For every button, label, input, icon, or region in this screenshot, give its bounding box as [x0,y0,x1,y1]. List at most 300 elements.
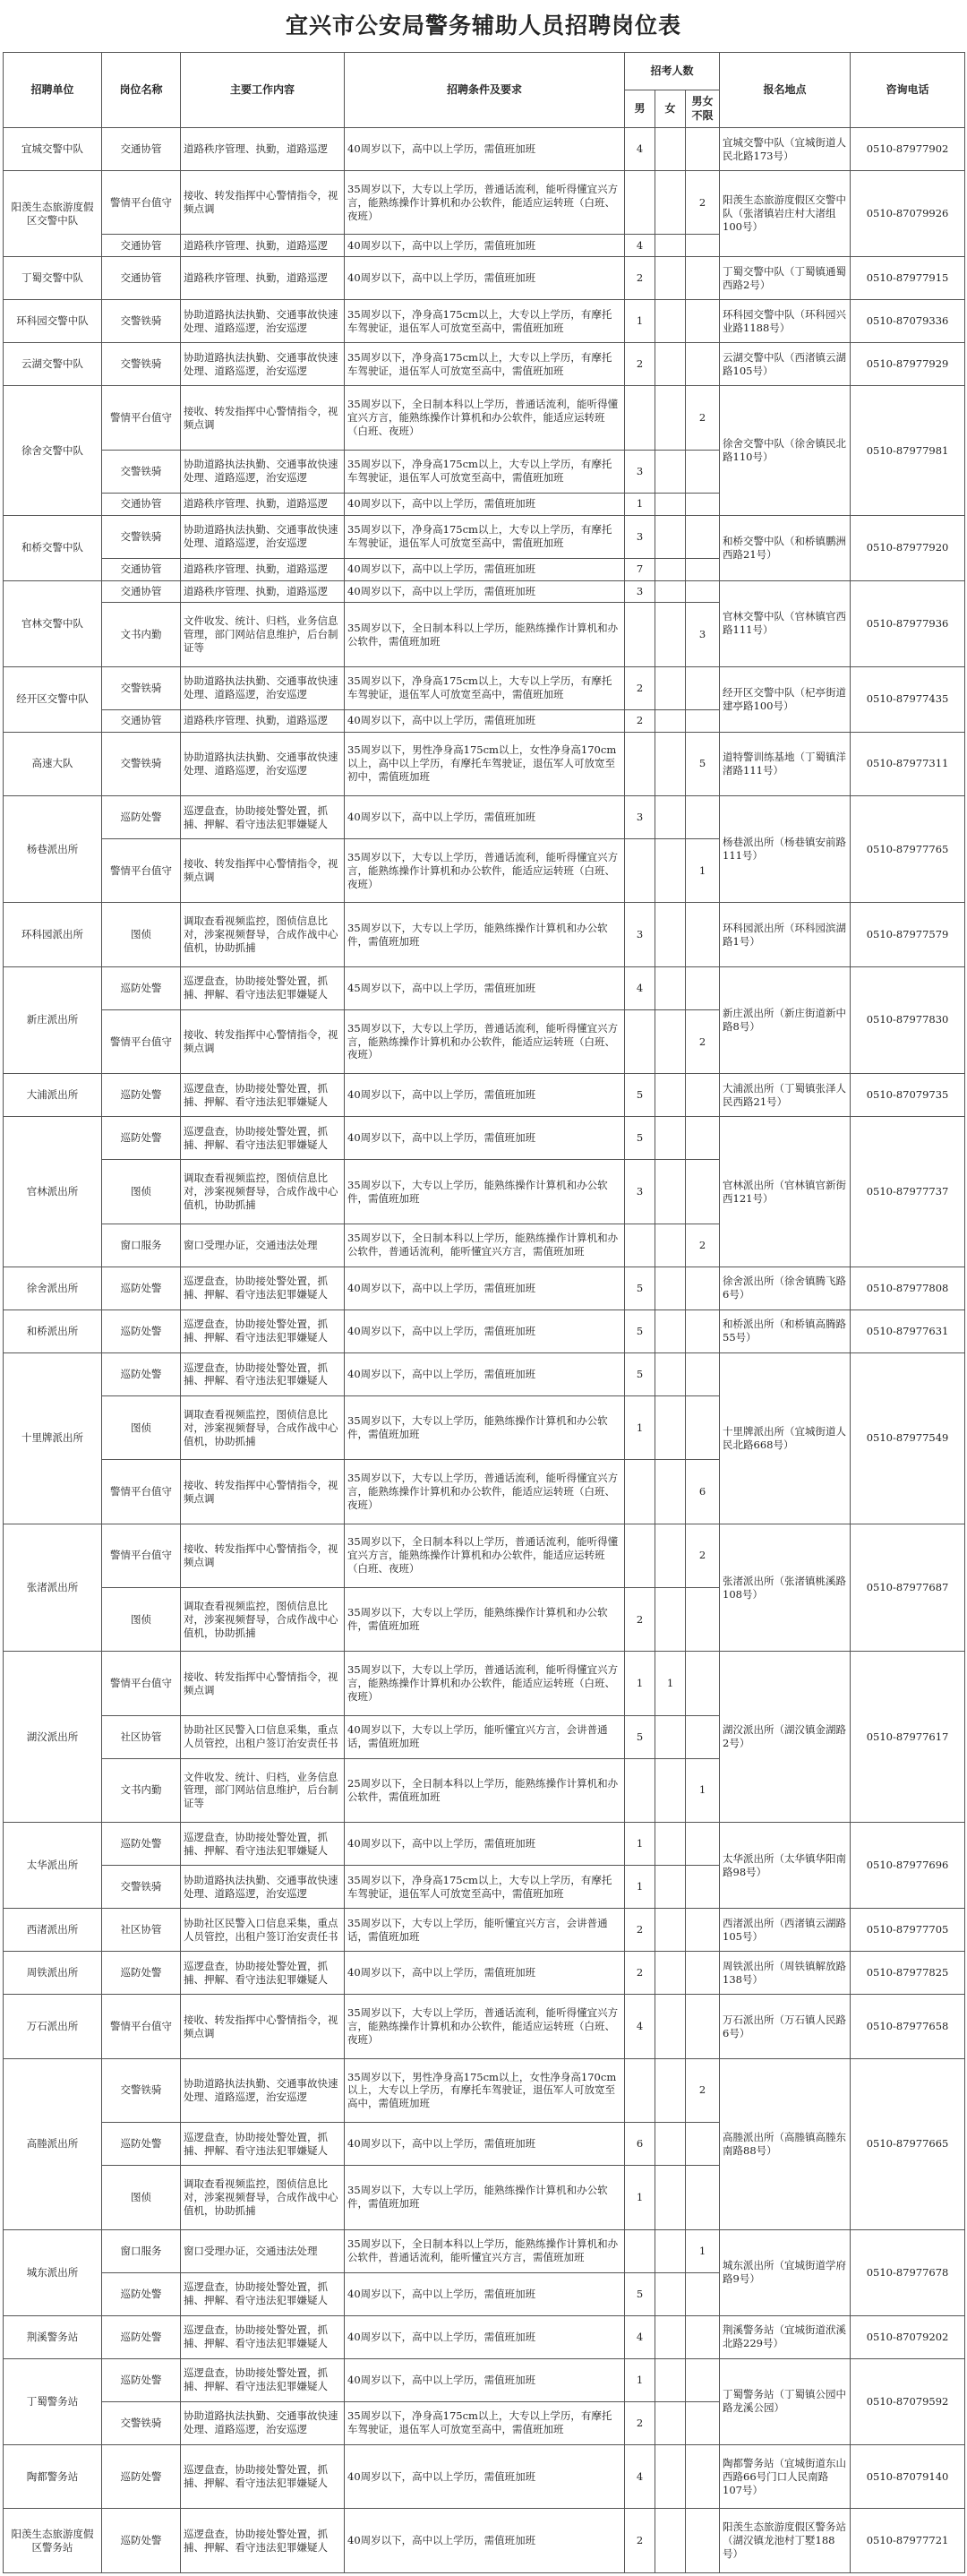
count-male [625,1009,655,1073]
unit-name: 徐舍交警中队 [4,386,102,515]
table-row [4,2229,965,2272]
count-any [686,1588,720,1652]
duties-text: 窗口受理办证，交通违法处理 [181,2229,345,2272]
unit-name: 官林交警中队 [4,580,102,666]
requirements-text: 40周岁以下，高中以上学历，需值班加班 [345,1352,625,1395]
count-female: 1 [655,1652,686,1715]
requirements-text: 35周岁以下，净身高175cm以上，大专以上学历，有摩托车驾驶证，退伍军人可放宽至高中，需值班加班 [345,666,625,709]
duties-text: 道路秩序管理、执勤，道路巡逻 [181,580,345,603]
table-row [4,1652,965,1715]
header-male: 男 [625,90,655,128]
unit-name: 环科园交警中队 [4,300,102,343]
count-female [655,1588,686,1652]
count-any [686,235,720,257]
count-male: 2 [625,1909,655,1952]
count-female [655,1758,686,1822]
count-female [655,515,686,558]
contact-phone: 0510-87079336 [851,300,965,343]
position-name: 巡防处警 [102,1117,181,1160]
header-duties: 主要工作内容 [181,53,345,128]
count-any [686,2123,720,2166]
table-row [4,903,965,966]
position-name: 巡防处警 [102,1823,181,1866]
header-phone: 咨询电话 [851,53,965,128]
count-male: 4 [625,128,655,171]
count-any [686,493,720,515]
duties-text: 巡逻盘查，协助接处警处置，抓捕、押解、看守违法犯罪嫌疑人 [181,1952,345,1995]
count-female [655,1117,686,1160]
registration-place: 经开区交警中队（杞亭街道建亭路100号） [720,666,851,732]
count-any [686,343,720,386]
duties-text: 协助道路执法执勤、交通事故快速处理、道路巡逻，治安巡逻 [181,2058,345,2122]
count-female [655,235,686,257]
count-male [625,2058,655,2122]
unit-name: 经开区交警中队 [4,666,102,732]
table-body [4,128,965,2573]
duties-text: 调取查看视频监控，图侦信息比对，涉案视频督导，合成作战中心值机，协助抓捕 [181,1395,345,1459]
count-any: 1 [686,2229,720,2272]
contact-phone: 0510-87977915 [851,257,965,300]
requirements-text: 35周岁以下，净身高175cm以上，大专以上学历，有摩托车驾驶证，退伍军人可放宽至高中，需值班加班 [345,1866,625,1909]
unit-name: 阳羡生态旅游度假区警务站 [4,2509,102,2573]
count-male: 4 [625,2444,655,2508]
contact-phone: 0510-87079592 [851,2358,965,2444]
registration-place: 城东派出所（宜城街道学府路9号） [720,2229,851,2315]
header-position: 岗位名称 [102,53,181,128]
count-female [655,603,686,666]
count-any [686,2315,720,2358]
contact-phone: 0510-87977902 [851,128,965,171]
table-row [4,1309,965,1352]
count-any [686,2444,720,2508]
registration-place: 太华派出所（太华镇华阳南路98号） [720,1823,851,1909]
contact-phone: 0510-87079140 [851,2444,965,2508]
position-name: 交通协管 [102,257,181,300]
count-female [655,1995,686,2058]
requirements-text: 40周岁以下，高中以上学历，需值班加班 [345,493,625,515]
count-any [686,709,720,732]
count-male: 2 [625,1952,655,1995]
count-female [655,839,686,903]
requirements-text: 35周岁以下，全日制本科以上学历，普通话流利，能听得懂宜兴方言，能熟练操作计算机和办公软件，能适应运转班（白班、夜班） [345,1524,625,1587]
position-name: 警情平台值守 [102,386,181,450]
count-any [686,1823,720,1866]
contact-phone: 0510-87977808 [851,1267,965,1309]
count-any: 2 [686,1009,720,1073]
count-male: 1 [625,493,655,515]
contact-phone: 0510-87977936 [851,580,965,666]
table-row [4,1117,965,1160]
registration-place: 十里牌派出所（宜城街道人民北路668号） [720,1352,851,1524]
count-any [686,903,720,966]
count-any [686,1995,720,2058]
count-male [625,839,655,903]
unit-name: 太华派出所 [4,1823,102,1909]
count-any [686,1352,720,1395]
requirements-text: 40周岁以下，高中以上学历，需值班加班 [345,2358,625,2401]
count-female [655,558,686,580]
position-name: 图侦 [102,1588,181,1652]
requirements-text: 40周岁以下，高中以上学历，需值班加班 [345,257,625,300]
count-male: 5 [625,2272,655,2315]
requirements-text: 40周岁以下，高中以上学历，需值班加班 [345,2123,625,2166]
duties-text: 协助道路执法执勤、交通事故快速处理、道路巡逻，治安巡逻 [181,515,345,558]
registration-place: 西渚派出所（西渚镇云湖路105号） [720,1909,851,1952]
count-male: 3 [625,795,655,838]
table-row [4,2509,965,2573]
unit-name: 张渚派出所 [4,1524,102,1652]
requirements-text: 35周岁以下，全日制本科以上学历，普通话流利，能听得懂宜兴方言，能熟练操作计算机和办公软件，能适应运转班（白班、夜班） [345,386,625,450]
count-female [655,386,686,450]
requirements-text: 40周岁以下，高中以上学历，需值班加班 [345,1117,625,1160]
count-any [686,2509,720,2573]
position-name: 巡防处警 [102,2123,181,2166]
count-male: 2 [625,257,655,300]
requirements-text: 35周岁以下，大专以上学历，普通话流利，能听得懂宜兴方言，能熟练操作计算机和办公软件，能适应运转班（白班、夜班） [345,171,625,235]
requirements-text: 40周岁以下，高中以上学历，需值班加班 [345,795,625,838]
duties-text: 调取查看视频监控，图侦信息比对，涉案视频督导，合成作战中心值机，协助抓捕 [181,1588,345,1652]
table-row [4,1823,965,1866]
count-male: 1 [625,1823,655,1866]
duties-text: 调取查看视频监控，图侦信息比对，涉案视频督导，合成作战中心值机，协助抓捕 [181,2166,345,2229]
table-row [4,580,965,603]
position-name: 巡防处警 [102,2509,181,2573]
unit-name: 丁蜀交警中队 [4,257,102,300]
requirements-text: 35周岁以下，男性净身高175cm以上，女性净身高170cm以上，高中以上学历，有摩托车驾驶证，退伍军人可放宽至初中，需值班加班 [345,732,625,795]
requirements-text: 35周岁以下，大专以上学历，普通话流利，能听得懂宜兴方言，能熟练操作计算机和办公软件，能适应运转班（白班、夜班） [345,1652,625,1715]
count-female [655,343,686,386]
contact-phone: 0510-87977981 [851,386,965,515]
contact-phone: 0510-87977678 [851,2229,965,2315]
count-female [655,1823,686,1866]
count-male [625,1460,655,1524]
unit-name: 高速大队 [4,732,102,795]
position-name: 巡防处警 [102,1309,181,1352]
requirements-text: 40周岁以下，高中以上学历，需值班加班 [345,2315,625,2358]
count-male: 2 [625,343,655,386]
duties-text: 巡逻盘查，协助接处警处置，抓捕、押解、看守违法犯罪嫌疑人 [181,795,345,838]
requirements-text: 35周岁以下，大专以上学历，能熟练操作计算机和办公软件，需值班加班 [345,2166,625,2229]
requirements-text: 40周岁以下，高中以上学历，需值班加班 [345,235,625,257]
table-row [4,732,965,795]
count-male [625,171,655,235]
registration-place: 和桥交警中队（和桥镇鹏洲西路21号） [720,515,851,580]
contact-phone: 0510-87977920 [851,515,965,580]
count-male: 5 [625,1074,655,1117]
count-female [655,1267,686,1309]
table-row [4,128,965,171]
count-male: 4 [625,1995,655,2058]
duties-text: 协助道路执法执勤、交通事故快速处理、道路巡逻，治安巡逻 [181,666,345,709]
registration-place: 荆溪警务站（宜城街道洑溪北路229号） [720,2315,851,2358]
table-row [4,1952,965,1995]
count-male [625,386,655,450]
duties-text: 巡逻盘查，协助接处警处置，抓捕、押解、看守违法犯罪嫌疑人 [181,966,345,1009]
unit-name: 官林派出所 [4,1117,102,1267]
duties-text: 接收、转发指挥中心警情指令，视频点调 [181,839,345,903]
table-row [4,1524,965,1587]
unit-name: 大浦派出所 [4,1074,102,1117]
unit-name: 杨巷派出所 [4,795,102,902]
requirements-text: 45周岁以下，高中以上学历，需值班加班 [345,966,625,1009]
header-any: 男女不限 [686,90,720,128]
count-any [686,1395,720,1459]
duties-text: 接收、转发指挥中心警情指令，视频点调 [181,1524,345,1587]
position-name: 交警铁骑 [102,343,181,386]
position-name: 图侦 [102,1395,181,1459]
requirements-text: 35周岁以下，净身高175cm以上，大专以上学历，有摩托车驾驶证，退伍军人可放宽至高中，需值班加班 [345,2401,625,2444]
contact-phone: 0510-87977617 [851,1652,965,1823]
count-any [686,558,720,580]
count-any: 5 [686,732,720,795]
count-any [686,2401,720,2444]
contact-phone: 0510-87079735 [851,1074,965,1117]
table-row [4,386,965,450]
unit-name: 宜城交警中队 [4,128,102,171]
table-row [4,666,965,709]
unit-name: 周铁派出所 [4,1952,102,1995]
count-female [655,1009,686,1073]
requirements-text: 35周岁以下，大专以上学历，普通话流利，能听得懂宜兴方言，能熟练操作计算机和办公软件，能适应运转班（白班、夜班） [345,1460,625,1524]
duties-text: 窗口受理办证，交通违法处理 [181,1224,345,1267]
header-count: 招考人数 [625,53,720,90]
registration-place: 官林派出所（官林镇官新街西121号） [720,1117,851,1267]
requirements-text: 40周岁以下，高中以上学历，需值班加班 [345,128,625,171]
count-female [655,493,686,515]
count-male: 7 [625,558,655,580]
contact-phone: 0510-87977721 [851,2509,965,2573]
requirements-text: 35周岁以下，净身高175cm以上，大专以上学历，有摩托车驾驶证，退伍军人可放宽至高中，需值班加班 [345,343,625,386]
registration-place: 丁蜀警务站（丁蜀镇公园中路龙溪公园） [720,2358,851,2444]
table-row [4,515,965,558]
count-female [655,1866,686,1909]
registration-place: 杨巷派出所（杨巷镇安前路111号） [720,795,851,902]
count-male: 2 [625,666,655,709]
registration-place: 环科园交警中队（环科园兴业路1188号） [720,300,851,343]
count-female [655,1909,686,1952]
registration-place: 和桥派出所（和桥镇高腾路55号） [720,1309,851,1352]
unit-name: 陶都警务站 [4,2444,102,2508]
position-name: 警情平台值守 [102,839,181,903]
count-any [686,1909,720,1952]
table-row [4,2358,965,2401]
contact-phone: 0510-87977311 [851,732,965,795]
count-any: 2 [686,171,720,235]
count-any [686,1074,720,1117]
header-female: 女 [655,90,686,128]
count-female [655,171,686,235]
duties-text: 协助社区民警入口信息采集，重点人员管控，出租户签订治安责任书 [181,1715,345,1758]
requirements-text: 40周岁以下，高中以上学历，需值班加班 [345,558,625,580]
count-male: 1 [625,2358,655,2401]
duties-text: 道路秩序管理、执勤，道路巡逻 [181,257,345,300]
duties-text: 接收、转发指挥中心警情指令，视频点调 [181,171,345,235]
requirements-text: 35周岁以下，净身高175cm以上，大专以上学历，有摩托车驾驶证，退伍军人可放宽至高中，需值班加班 [345,515,625,558]
unit-name: 环科园派出所 [4,903,102,966]
unit-name: 徐舍派出所 [4,1267,102,1309]
position-name: 警情平台值守 [102,1524,181,1587]
duties-text: 接收、转发指挥中心警情指令，视频点调 [181,1009,345,1073]
unit-name: 丁蜀警务站 [4,2358,102,2444]
registration-place: 徐舍交警中队（徐舍镇民北路110号） [720,386,851,515]
requirements-text: 40周岁以下，高中以上学历，需值班加班 [345,1309,625,1352]
duties-text: 协助道路执法执勤、交通事故快速处理、道路巡逻，治安巡逻 [181,1866,345,1909]
count-any [686,2272,720,2315]
position-name: 社区协管 [102,1715,181,1758]
registration-place: 阳羡生态旅游度假区警务站（湖㳇镇龙池村丁墅188号） [720,2509,851,2573]
duties-text: 巡逻盘查，协助接处警处置，抓捕、押解、看守违法犯罪嫌疑人 [181,1074,345,1117]
position-name: 交通协管 [102,493,181,515]
count-male [625,2229,655,2272]
count-female [655,1074,686,1117]
position-name: 图侦 [102,903,181,966]
count-female [655,1309,686,1352]
table-row [4,300,965,343]
count-any [686,1866,720,1909]
count-any [686,257,720,300]
duties-text: 道路秩序管理、执勤，道路巡逻 [181,493,345,515]
position-name: 社区协管 [102,1909,181,1952]
unit-name: 高塍派出所 [4,2058,102,2229]
duties-text: 协助道路执法执勤、交通事故快速处理、道路巡逻，治安巡逻 [181,450,345,493]
count-any: 2 [686,1524,720,1587]
count-male: 5 [625,1715,655,1758]
table-row [4,1074,965,1117]
table-row [4,1352,965,1395]
requirements-text: 35周岁以下，大专以上学历，普通话流利，能听得懂宜兴方言，能熟练操作计算机和办公软件，能适应运转班（白班、夜班） [345,1995,625,2058]
count-female [655,709,686,732]
count-female [655,966,686,1009]
count-female [655,2229,686,2272]
registration-place: 新庄派出所（新庄街道新中路8号） [720,966,851,1073]
requirements-text: 40周岁以下，大专以上学历，能听懂宜兴方言，会讲普通话，需值班加班 [345,1715,625,1758]
registration-place: 官林交警中队（官林镇官西路111号） [720,580,851,666]
requirements-text: 35周岁以下，大专以上学历，能听懂宜兴方言，会讲普通话，需值班加班 [345,1909,625,1952]
duties-text: 接收、转发指挥中心警情指令，视频点调 [181,1652,345,1715]
count-male: 3 [625,515,655,558]
count-female [655,795,686,838]
position-name: 巡防处警 [102,1074,181,1117]
count-female [655,666,686,709]
unit-name: 湖㳇派出所 [4,1652,102,1823]
table-row [4,2058,965,2122]
count-any [686,666,720,709]
count-female [655,128,686,171]
contact-phone: 0510-87977435 [851,666,965,732]
requirements-text: 35周岁以下，全日制本科以上学历，能熟练操作计算机和办公软件，普通话流利，能听懂宜兴方言，需值班加班 [345,1224,625,1267]
duties-text: 协助道路执法执勤、交通事故快速处理、道路巡逻，治安巡逻 [181,300,345,343]
requirements-text: 35周岁以下，大专以上学历，能熟练操作计算机和办公软件，需值班加班 [345,903,625,966]
contact-phone: 0510-87977929 [851,343,965,386]
count-female [655,2166,686,2229]
duties-text: 道路秩序管理、执勤，道路巡逻 [181,558,345,580]
requirements-text: 35周岁以下，大专以上学历，普通话流利，能听得懂宜兴方言，能熟练操作计算机和办公软件，能适应运转班（白班、夜班） [345,1009,625,1073]
requirements-text: 35周岁以下，大专以上学历，能熟练操作计算机和办公软件，需值班加班 [345,1588,625,1652]
duties-text: 巡逻盘查，协助接处警处置，抓捕、押解、看守违法犯罪嫌疑人 [181,1267,345,1309]
registration-place: 湖㳇派出所（湖㳇镇金湖路2号） [720,1652,851,1823]
count-any [686,128,720,171]
duties-text: 巡逻盘查，协助接处警处置，抓捕、押解、看守违法犯罪嫌疑人 [181,1309,345,1352]
count-male: 2 [625,1588,655,1652]
registration-place: 阳羡生态旅游度假区交警中队（张渚镇岩庄村大渚组100号） [720,171,851,257]
position-name: 巡防处警 [102,1352,181,1395]
position-name: 巡防处警 [102,795,181,838]
contact-phone: 0510-87977830 [851,966,965,1073]
table-row [4,2444,965,2508]
position-name: 巡防处警 [102,2315,181,2358]
registration-place: 张渚派出所（张渚镇桃溪路108号） [720,1524,851,1652]
duties-text: 文件收发、统计、归档，业务信息管理，部门网站信息维护，后台制证等 [181,1758,345,1822]
unit-name: 云湖交警中队 [4,343,102,386]
contact-phone: 0510-87977549 [851,1352,965,1524]
table-row [4,257,965,300]
requirements-text: 35周岁以下，净身高175cm以上，大专以上学历，有摩托车驾驶证，退伍军人可放宽至高中，需值班加班 [345,300,625,343]
position-name: 交通协管 [102,709,181,732]
count-male: 1 [625,1652,655,1715]
count-male: 1 [625,300,655,343]
count-male: 2 [625,2509,655,2573]
requirements-text: 40周岁以下，高中以上学历，需值班加班 [345,2272,625,2315]
duties-text: 调取查看视频监控，图侦信息比对，涉案视频督导，合成作战中心值机，协助抓捕 [181,903,345,966]
count-female [655,1460,686,1524]
count-female [655,2509,686,2573]
count-male: 5 [625,1117,655,1160]
count-any: 2 [686,1224,720,1267]
count-male [625,1758,655,1822]
count-any [686,1715,720,1758]
count-any [686,1117,720,1160]
contact-phone: 0510-87977825 [851,1952,965,1995]
table-row [4,2315,965,2358]
requirements-text: 40周岁以下，高中以上学历，需值班加班 [345,1823,625,1866]
contact-phone: 0510-87079202 [851,2315,965,2358]
position-name: 交警铁骑 [102,515,181,558]
count-male: 3 [625,903,655,966]
count-female [655,2358,686,2401]
count-male: 6 [625,2123,655,2166]
duties-text: 协助道路执法执勤、交通事故快速处理、道路巡逻，治安巡逻 [181,2401,345,2444]
table-row [4,795,965,838]
duties-text: 巡逻盘查，协助接处警处置，抓捕、押解、看守违法犯罪嫌疑人 [181,1823,345,1866]
count-female [655,580,686,603]
contact-phone: 0510-87977696 [851,1823,965,1909]
unit-name: 新庄派出所 [4,966,102,1073]
unit-name: 阳羡生态旅游度假区交警中队 [4,171,102,257]
contact-phone: 0510-87977765 [851,795,965,902]
contact-phone: 0510-87977658 [851,1995,965,2058]
header-row [4,53,965,90]
position-name: 图侦 [102,1160,181,1224]
recruitment-table [3,52,965,2573]
unit-name: 和桥交警中队 [4,515,102,580]
position-name: 交警铁骑 [102,450,181,493]
position-name: 巡防处警 [102,966,181,1009]
registration-place: 丁蜀交警中队（丁蜀镇通蜀西路2号） [720,257,851,300]
duties-text: 接收、转发指挥中心警情指令，视频点调 [181,386,345,450]
requirements-text: 25周岁以下，全日制本科以上学历，能熟练操作计算机和办公软件，需值班加班 [345,1758,625,1822]
position-name: 警情平台值守 [102,1460,181,1524]
unit-name: 万石派出所 [4,1995,102,2058]
unit-name: 城东派出所 [4,2229,102,2315]
position-name: 巡防处警 [102,2444,181,2508]
count-any [686,1652,720,1715]
count-male: 3 [625,1160,655,1224]
count-male: 4 [625,2315,655,2358]
count-female [655,1160,686,1224]
position-name: 交通协管 [102,235,181,257]
contact-phone: 0510-87977705 [851,1909,965,1952]
registration-place: 徐舍派出所（徐舍镇腾飞路6号） [720,1267,851,1309]
